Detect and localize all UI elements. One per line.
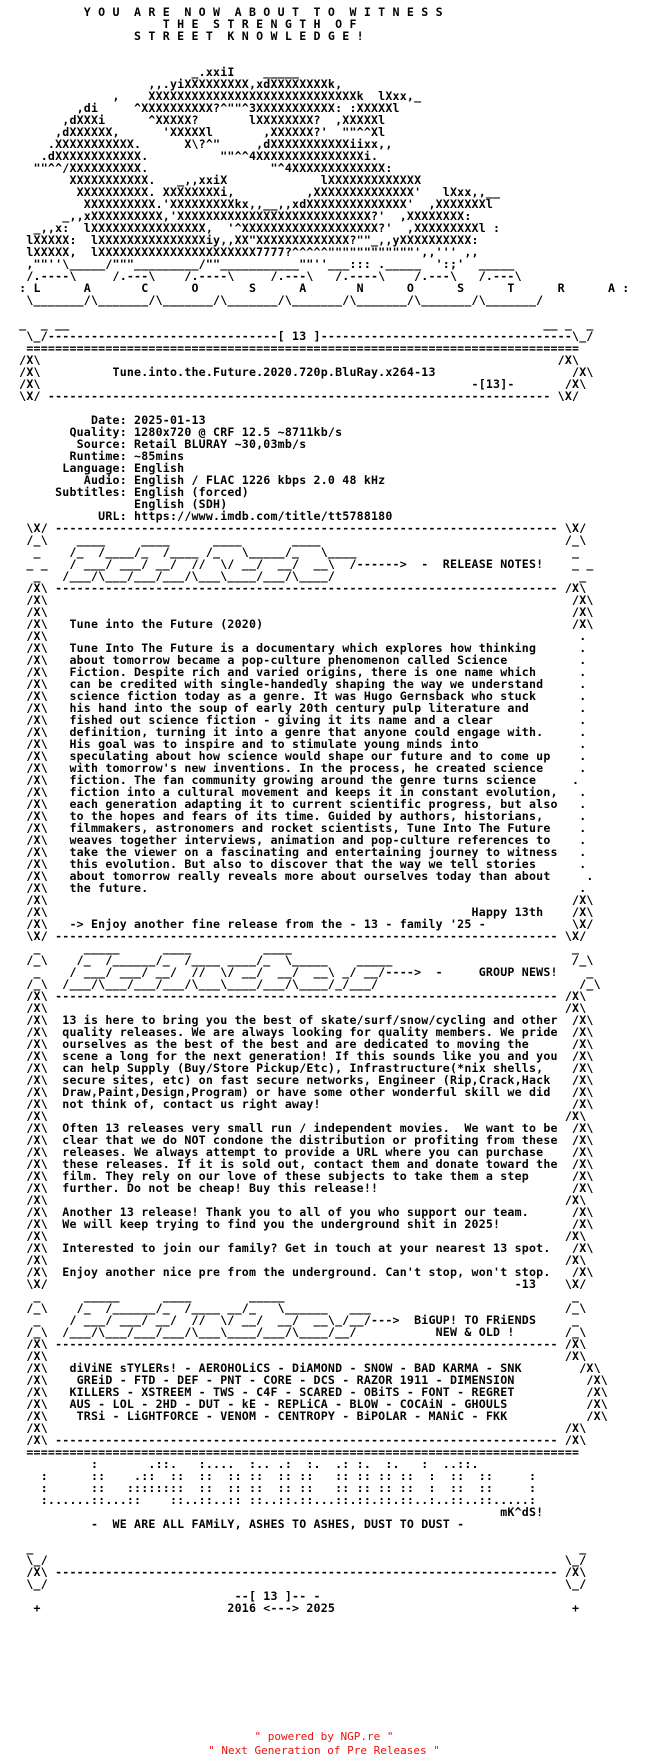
nfo-ascii-document: Y O U A R E N O W A B O U T T O W I T N E S S T H E S T R E N G T H O F S T R E E T K N O W L E D G E ! _.xxiI _____ ,,.yiXXXXXXXXX,xdXXXXXXXXk, , XXXXXXXXXXXXXXXXXXXXXXXXXXXXXk lXxx,_ ,di ^XXXXXXXXXX?^""^3XXXXXXXXXXX: :XXXXXl ,dXXXi ^XXXXX? lXXXXXXXX? ,XXXXXl ,dXXXXXX, 'XXXXXl ,XXXXXX?' ""^^Xl .XXXXXXXXXXX. X\?^" ,dXXXXXXXXXXXiixx,, .dXXXXXXXXXXXX. ""^^4XXXXXXXXXXXXXXXi. ""^^/XXXXXXXXXX. "^4XXXXXXXXXXXXX: XXXXXXXXXXX. _,,xxiX lXXXXXXXXXXXXX XXXXXXXXXX. XXXXXXXXi, ,XXXXXXXXXXXXXX' lXxx,,__ XXXXXXXXXX.'XXXXXXXXXkx,,__,,xdXXXXXXXXXXXXXX' ,XXXXXXXl _,,xXXXXXXXXXX,'XXXXXXXXXXXXXXXXXXXXXXXXXXX?' ,XXXXXXXX: _,,x: lXXXXXXXXXXXXXXXX, '^XXXXXXXXXXXXXXXXXXX?' ,XXXXXXXXXl : lXXXXX: lXXXXXXXXXXXXXXXiy,,XX"XXXXXXXXXXXXX?""_,,yXXXXXXXXXX: lXXXXX, lXXXXXXXXXXXXXXXXXXXXXX7777?^^^^^""""""""""""',,''' ,, ,""''\_____/"""_________/""___________""''___::: ._____ ':;' _____ /.----\ /.---\ /.----\ /.---\ /.----\ /.---\ /.---\ : L A C O S A N O S T R A : \_______/\_______/\_______/\_______/\_______/\_______/\_______/\_______/ _ _ __ __ _ _ \_/--------------------------------[ 13 ]-----------------------------------\_/ ============================================================================= /X\ /X\ /X\ Tune.into.the.Future.2020.720p.BluRay.x264-13 /X\ /X\ -[13]- /X\ \X/ ---------------------------------------------------------------------- \X/ Date: 2025-01-13 Quality: 1280x720 @ CRF 12.5 ~8711kb/s Source: Retail BLURAY ~30,03mb/s Runtime: ~85mins Language: English Audio: English / FLAC 1226 kbps 2.0 48 kHz Subtitles: English (forced) English (SDH) URL: https://www.imdb.com/title/tt5788180 \X/ ---------------------------------------------------------------------- \X/ /_\ ____ ____ ____ ____ /_\ _ /_ /____/_ /____ /_ \_____/_ \____ _ _ _ / ___/ ___/ __/ // \/ __/ __/ __\ /------> - RELEASE NOTES! _ _ _ /___/\___/___/___/\___\____/___/\____/ _ /X\ ---------------------------------------------------------------------- /X\ /X\ /X\ /X\ /X\ /X\ Tune into the Future (2020) /X\ /X\ . /X\ Tune Into The Future is a documentary which explores how thinking . /X\ about tomorrow became a pop-culture phenomenon called Science . /X\ Fiction. Despite rich and varied origins, there is one name which . /X\ can be credited with single-handedly shaping the way we understand . /X\ science fiction today as a genre. It was Hugo Gernsback who stuck . /X\ his hand into the soup of early 20th century pulp literature and . /X\ fished out science fiction - giving it its name and a clear . /X\ definition, turning it into a genre that anyone could engage with. . /X\ His goal was to inspire and to stimulate young minds into . /X\ speculating about how science would shape our future and to come up . /X\ with tomorrow's new inventions. In the process, he created science . /X\ fiction. The fan community growing around the genre turns science . /X\ fiction into a cultural movement and keeps it in constant evolution, . /X\ each generation adapting it to current scientific progress, but also . /X\ to the hopes and fears of its time. Guided by authors, historians, . /X\ filmmakers, astronomers and rocket scientists, Tune Into The Future . /X\ weaves together interviews, animation and pop-culture references to . /X\ take the viewer on a fascinating and entertaining journey to witness . /X\ this evolution. But also to discover that the way we tell stories . /X\ about tomorrow really reveals more about ourselves today than about . /X\ the future. . /X\ /X\ /X\ Happy 13th /X\ /X\ -> Enjoy another fine release from the - 13 - family '25 - \X/ \X/ ---------------------------------------------------------------------- \X/ _ _____ ____ ____ _ /_\ /_ /______/_ /____ ____/_ \_____ _____ /_\ _ / ___/ ___/ __/ // \/ __/ __/ __\ _/ __/----> - GROUP NEWS! _ /_\ /___/\___/___/___/\___\____/___/\____/_/___/ /_\ /X\ ---------------------------------------------------------------------- /X\ /X\ /X\ /X\ 13 is here to bring you the best of skate/surf/snow/cycling and other /X\ /X\ quality releases. We are always looking for quality members. We pride /X\ /X\ ourselves as the best of the best and are dedicated to moving the /X\ /X\ scene a long for the next generation! If this sounds like you and you /X\ /X\ can help Supply (Buy/Store Pickup/Etc), Infrastructure(*nix shells, /X\ /X\ secure sites, etc) on fast secure networks, Engineer (Rip,Crack,Hack /X\ /X\ Draw,Paint,Design,Program) or have some other wonderful skill we did /X\ /X\ not think of, contact us right away! /X\ /X\ /X\ /X\ Often 13 releases very small run / independent movies. We want to be /X\ /X\ clear that we do NOT condone the distribution or profiting from these /X\ /X\ releases. We always attempt to provide a URL where you can purchase /X\ /X\ these releases. If it is sold out, contact them and donate toward the /X\ /X\ film. They rely on our love of these subjects to take them a step /X\ /X\ further. Do not be cheap! Buy this release!! /X\ /X\ /X\ /X\ Another 13 release! Thank you to all of you who support our team. /X\ /X\ We will keep trying to find you the underground shit in 2025! /X\ /X\ /X\ /X\ Interested to join our family? Get in touch at your nearest 13 spot. /X\ /X\ /X\ /X\ Enjoy another nice pre from the underground. Can't stop, won't stop. /X\ \X/ -13 \X/ _ _____ ____ _____ _ /_\ /_ /______/_ /____ __/_ \______ ___ /_\ _ / ___/ ___/ __/ // \/ __/ __/ __\_/__/---> BiGUP! TO FRiENDS _ /_\ /___/\___/___/___/\___\____/___/\____/__/ NEW & OLD ! /_\ /X\ ---------------------------------------------------------------------- /X\ /X\ /X\ /X\ diViNE sTYLERs! - AEROHOLiCS - DiAMOND - SNOW - BAD KARMA - SNK /X\ /X\ GREiD - FTD - DEF - PNT - CORE - DCS - RAZOR 1911 - DIMENSION /X\ /X\ KILLERS - XSTREEM - TWS - C4F - SCARED - OBiTS - FONT - REGRET /X\ /X\ AUS - LOL - 2HD - DUT - kE - REPLiCA - BLOW - COCAiN - GHOULS /X\ /X\ TRSi - LiGHTFORCE - VENOM - CENTROPY - BiPOLAR - MANiC - FKK /X\ /X\ /X\ /X\ ---------------------------------------------------------------------- /X\ ============================================================================= : .::. :.... :.. .: :. .: :. :. : ..::. : :: .:: :: :: :: :: :: :: :: :: :: :: : :: :: : : :: :::::::: :: :: :: :: :: :: :: :: :: : :: :: : :......::...:: ::..::..:: ::..::.::...::.::.::.::..:..::..::.....: mK^dS! - WE ARE ALL FAMiLY, ASHES TO ASHES, DUST TO DUST - _ _ \_/ \_/ /X\ ---------------------------------------------------------------------- /X\ \_/ \_/ --[ 13 ]-- - + 2016 <---> 2025 +	[19, 5, 630, 1615]
tagline-line: " Next Generation of Pre Releases "	[208, 1744, 440, 1757]
generator-footer	[0, 1730, 648, 1758]
powered-by-line: " powered by NGP.re "	[254, 1730, 394, 1743]
